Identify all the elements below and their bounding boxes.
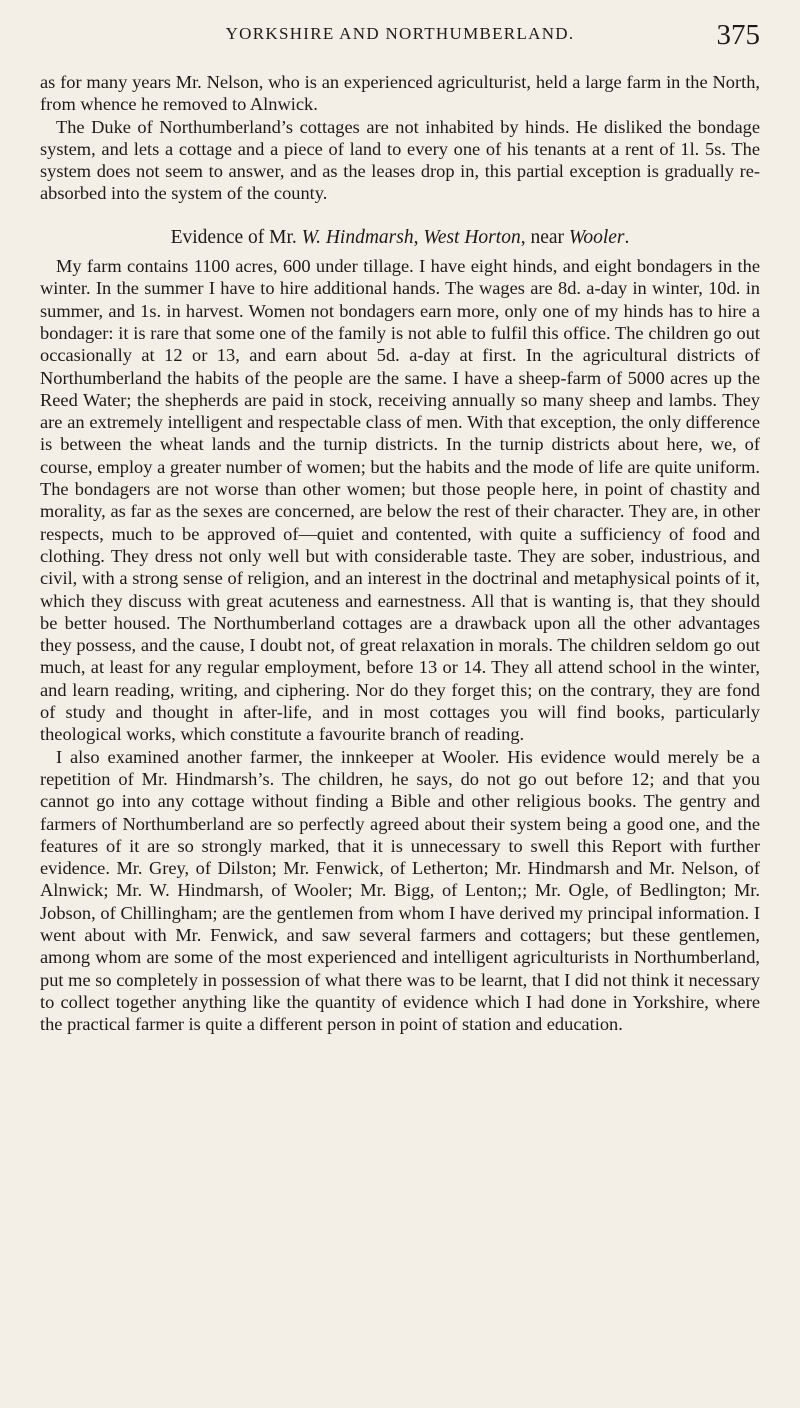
heading-separator-1: , [413,226,424,248]
running-title: YORKSHIRE AND NORTHUMBERLAND. [225,24,575,43]
page-number: 375 [716,19,760,51]
heading-place: West Horton [423,226,521,248]
evidence-heading [40,227,760,249]
page-body [40,71,760,1035]
intro-paragraph-2: The Duke of Northumberland’s cottages are not inhabited by hinds. He disliked the bondage system, and lets a cottage and a piece of land to every one of his tenants at a rent of 1l. 5s. The system does not seem to answer, and as the leases drop in, this partial exception is gradually re-absorbed into the system of the county. [40,116,760,204]
heading-witness-name: W. Hindmarsh [301,226,414,248]
evidence-paragraph-2: I also examined another farmer, the innkeeper at Wooler. His evidence would merely be a repetition of Mr. Hindmarsh’s. The children, he says, do not go out before 12; and that you cannot go into any cottage without finding a Bible and other religious books. The gentry and farmers of Northumberland are so perfectly agreed about their system being a good one, and the features of it are so strongly marked, that it is unnecessary to swell this Report with further evidence. Mr. Grey, of Dilston; Mr. Fenwick, of Letherton; Mr. Hindmarsh and Mr. Nelson, of Alnwick; Mr. W. Hindmarsh, of Wooler; Mr. Bigg, of Lenton;; Mr. Ogle, of Bedlington; Mr. Jobson, of Chillingham; are the gentlemen from whom I have derived my principal information. I went about with Mr. Fenwick, and saw several farmers and cottagers; but these gentlemen, among whom are some of the most experienced and intelligent agriculturists in Northumberland, put me so completely in possession of what there was to be learnt, that I did not think it necessary to collect together anything like the quantity of evidence which I had done in Yorkshire, where the practical farmer is quite a different person in point of station and education. [40,746,760,1035]
evidence-paragraph-1: My farm contains 1100 acres, 600 under tillage. I have eight hinds, and eight bondagers in the winter. In the summer I have to hire additional hands. The wages are 8d. a-day in winter, 10d. in summer, and 1s. in harvest. Women not bondagers earn more, only one of my hinds has to hire a bondager: it is rare that some one of the family is not able to fulfil this office. The children go out occasionally at 12 or 13, and earn about 5d. a-day at first. In the agricultural districts of Northumberland the habits of the people are the same. I have a sheep-farm of 5000 acres up the Reed Water; the shepherds are paid in stock, receiving annually so many sheep and lambs. They are an extremely intelligent and respectable class of men. With that exception, the only difference is between the wheat lands and the turnip districts. In the turnip districts about here, we, of course, employ a greater number of women; but the habits and the mode of life are quite uniform. The bondagers are not worse than other women; but those people here, in point of chastity and morality, as far as the sexes are concerned, are below the rest of their character. They are, in other respects, much to be approved of—quiet and contented, with quite a sufficiency of food and clothing. They dress not only well but with considerable taste. They are sober, industrious, and civil, with a strong sense of religion, and an interest in the doctrinal and metaphysical points of it, which they discuss with great acuteness and earnestness. All that is wanting is, that they should be better housed. The Northumberland cottages are a drawback upon all the other advantages they possess, and the cause, I doubt not, of great relaxation in morals. The children seldom go out much, at least for any regular employment, before 13 or 14. They all attend school in the winter, and learn reading, writing, and ciphering. Nor do they forget this; on the contrary, they are fond of study and thought in after-life, and in most cottages you will find books, particularly theological works, which constitute a favourite branch of reading. [40,256,760,745]
running-head [40,19,760,51]
intro-paragraph-1: as for many years Mr. Nelson, who is an experienced agriculturist, held a large farm in the North, from whence he removed to Alnwick. [40,72,760,115]
heading-prefix: Evidence of Mr. [170,226,302,248]
heading-separator-2: , near [520,226,569,248]
heading-town: Wooler [568,226,625,248]
heading-end: . [624,226,630,248]
